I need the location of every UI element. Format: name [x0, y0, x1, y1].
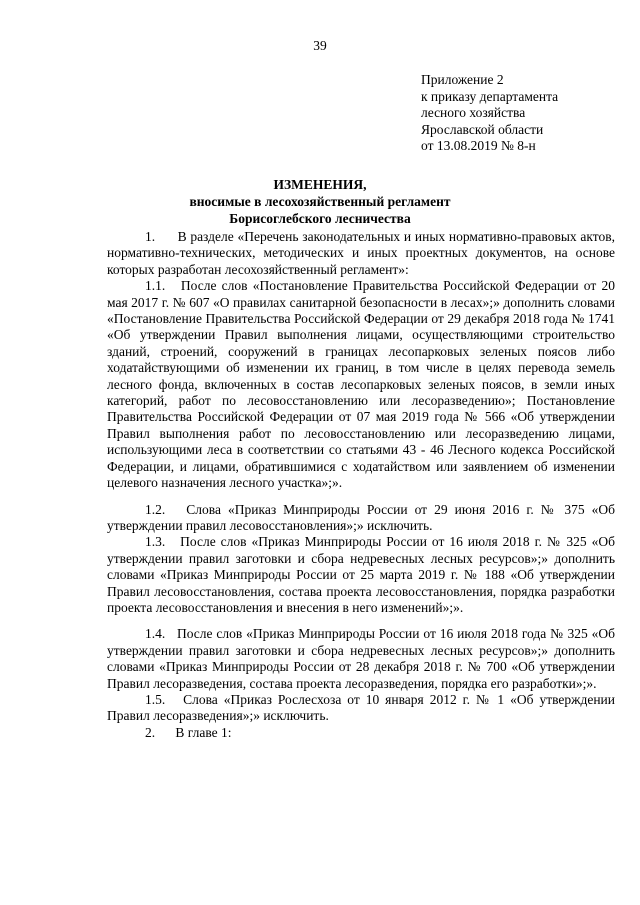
- paragraph-1: 1. В разделе «Перечень законодательных и иных нормативно-правовых актов, нормативно-технических, методических и иных проектных документов, на основе которых разработан лесохозяйственный регламент»:: [107, 229, 615, 277]
- appendix-line: лесного хозяйства: [421, 105, 526, 121]
- paragraph-1-5: 1.5. Слова «Приказ Рослесхоза от 10 января 2012 г. № 1 «Об утверждении Правил лесоразведения»;» исключить.: [107, 691, 615, 724]
- appendix-line: от 13.08.2019 № 8-н: [421, 138, 536, 154]
- document-heading: [0, 176, 640, 227]
- document-body: [107, 229, 615, 741]
- paragraph-1-2: 1.2. Слова «Приказ Минприроды России от 29 июня 2016 г. № 375 «Об утверждении правил лесовосстановления»;» исключить.: [107, 501, 615, 533]
- page-number: 39: [313, 38, 327, 53]
- paragraph-2: 2. В главе 1:: [145, 724, 232, 740]
- paragraph-1-3: 1.3. После слов «Приказ Минприроды России от 16 июля 2018 г. № 325 «Об утверждении правил заготовки и сбора недревесных лесных ресурсов»;» дополнить словами «Приказ Минприроды России от 25 марта 2019 г. № 188 «Об утверждении Правил лесовосстановления, состава проекта лесовосстановления, порядка разработки проекта лесовосстановления и внесения в него изменений»;».: [107, 534, 615, 615]
- appendix-line: Приложение 2: [421, 72, 504, 87]
- heading-subtitle: вносимые в лесохозяйственный регламент: [189, 194, 451, 209]
- appendix-block: [421, 72, 558, 155]
- appendix-line: Ярославской области: [421, 121, 544, 137]
- heading-title: ИЗМЕНЕНИЯ,: [273, 177, 367, 192]
- paragraph-1-4: 1.4. После слов «Приказ Минприроды России от 16 июля 2018 года № 325 «Об утверждении правил заготовки и сбора недревесных лесных ресурсов»;» дополнить словами «Приказ Минприроды России от 28 декабря 2018 г. № 700 «Об утверждении Правил лесоразведения, состава проекта лесоразведения, порядка его разработки»;».: [107, 626, 615, 691]
- heading-subtitle: Борисоглебского лесничества: [229, 211, 411, 226]
- paragraph-1-1: 1.1. После слов «Постановление Правительства Российской Федерации от 20 мая 2017 г. № 607 «О правилах санитарной безопасности в лесах»;» дополнить словами «Постановление Правительства Российской Федерации от 29 декабря 2018 года № 1741 «Об утверждении Правил выполнения лицами, осуществляющими строительство зданий, строений, сооружений в границах лесопарковых зеленых поясов либо ходатайствующими об изменении их границ, в том числе в целях перевода земель лесного фонда, включенных в состав лесопарковых зеленых поясов, в земли иных категорий, работ по лесовосстановлению или лесоразведению»; Постановление Правительства Российской Федерации от 07 мая 2019 года № 566 «Об утверждении Правил выполнения работ по лесовосстановлению или лесоразведению лицами, использующими леса в соответствии со статьями 43 - 46 Лесного кодекса Российской Федерации, и лицами, обратившимися с ходатайством или заявлением об изменении целевого назначения лесного участка»;».: [107, 278, 615, 491]
- appendix-line: к приказу департамента: [421, 88, 559, 104]
